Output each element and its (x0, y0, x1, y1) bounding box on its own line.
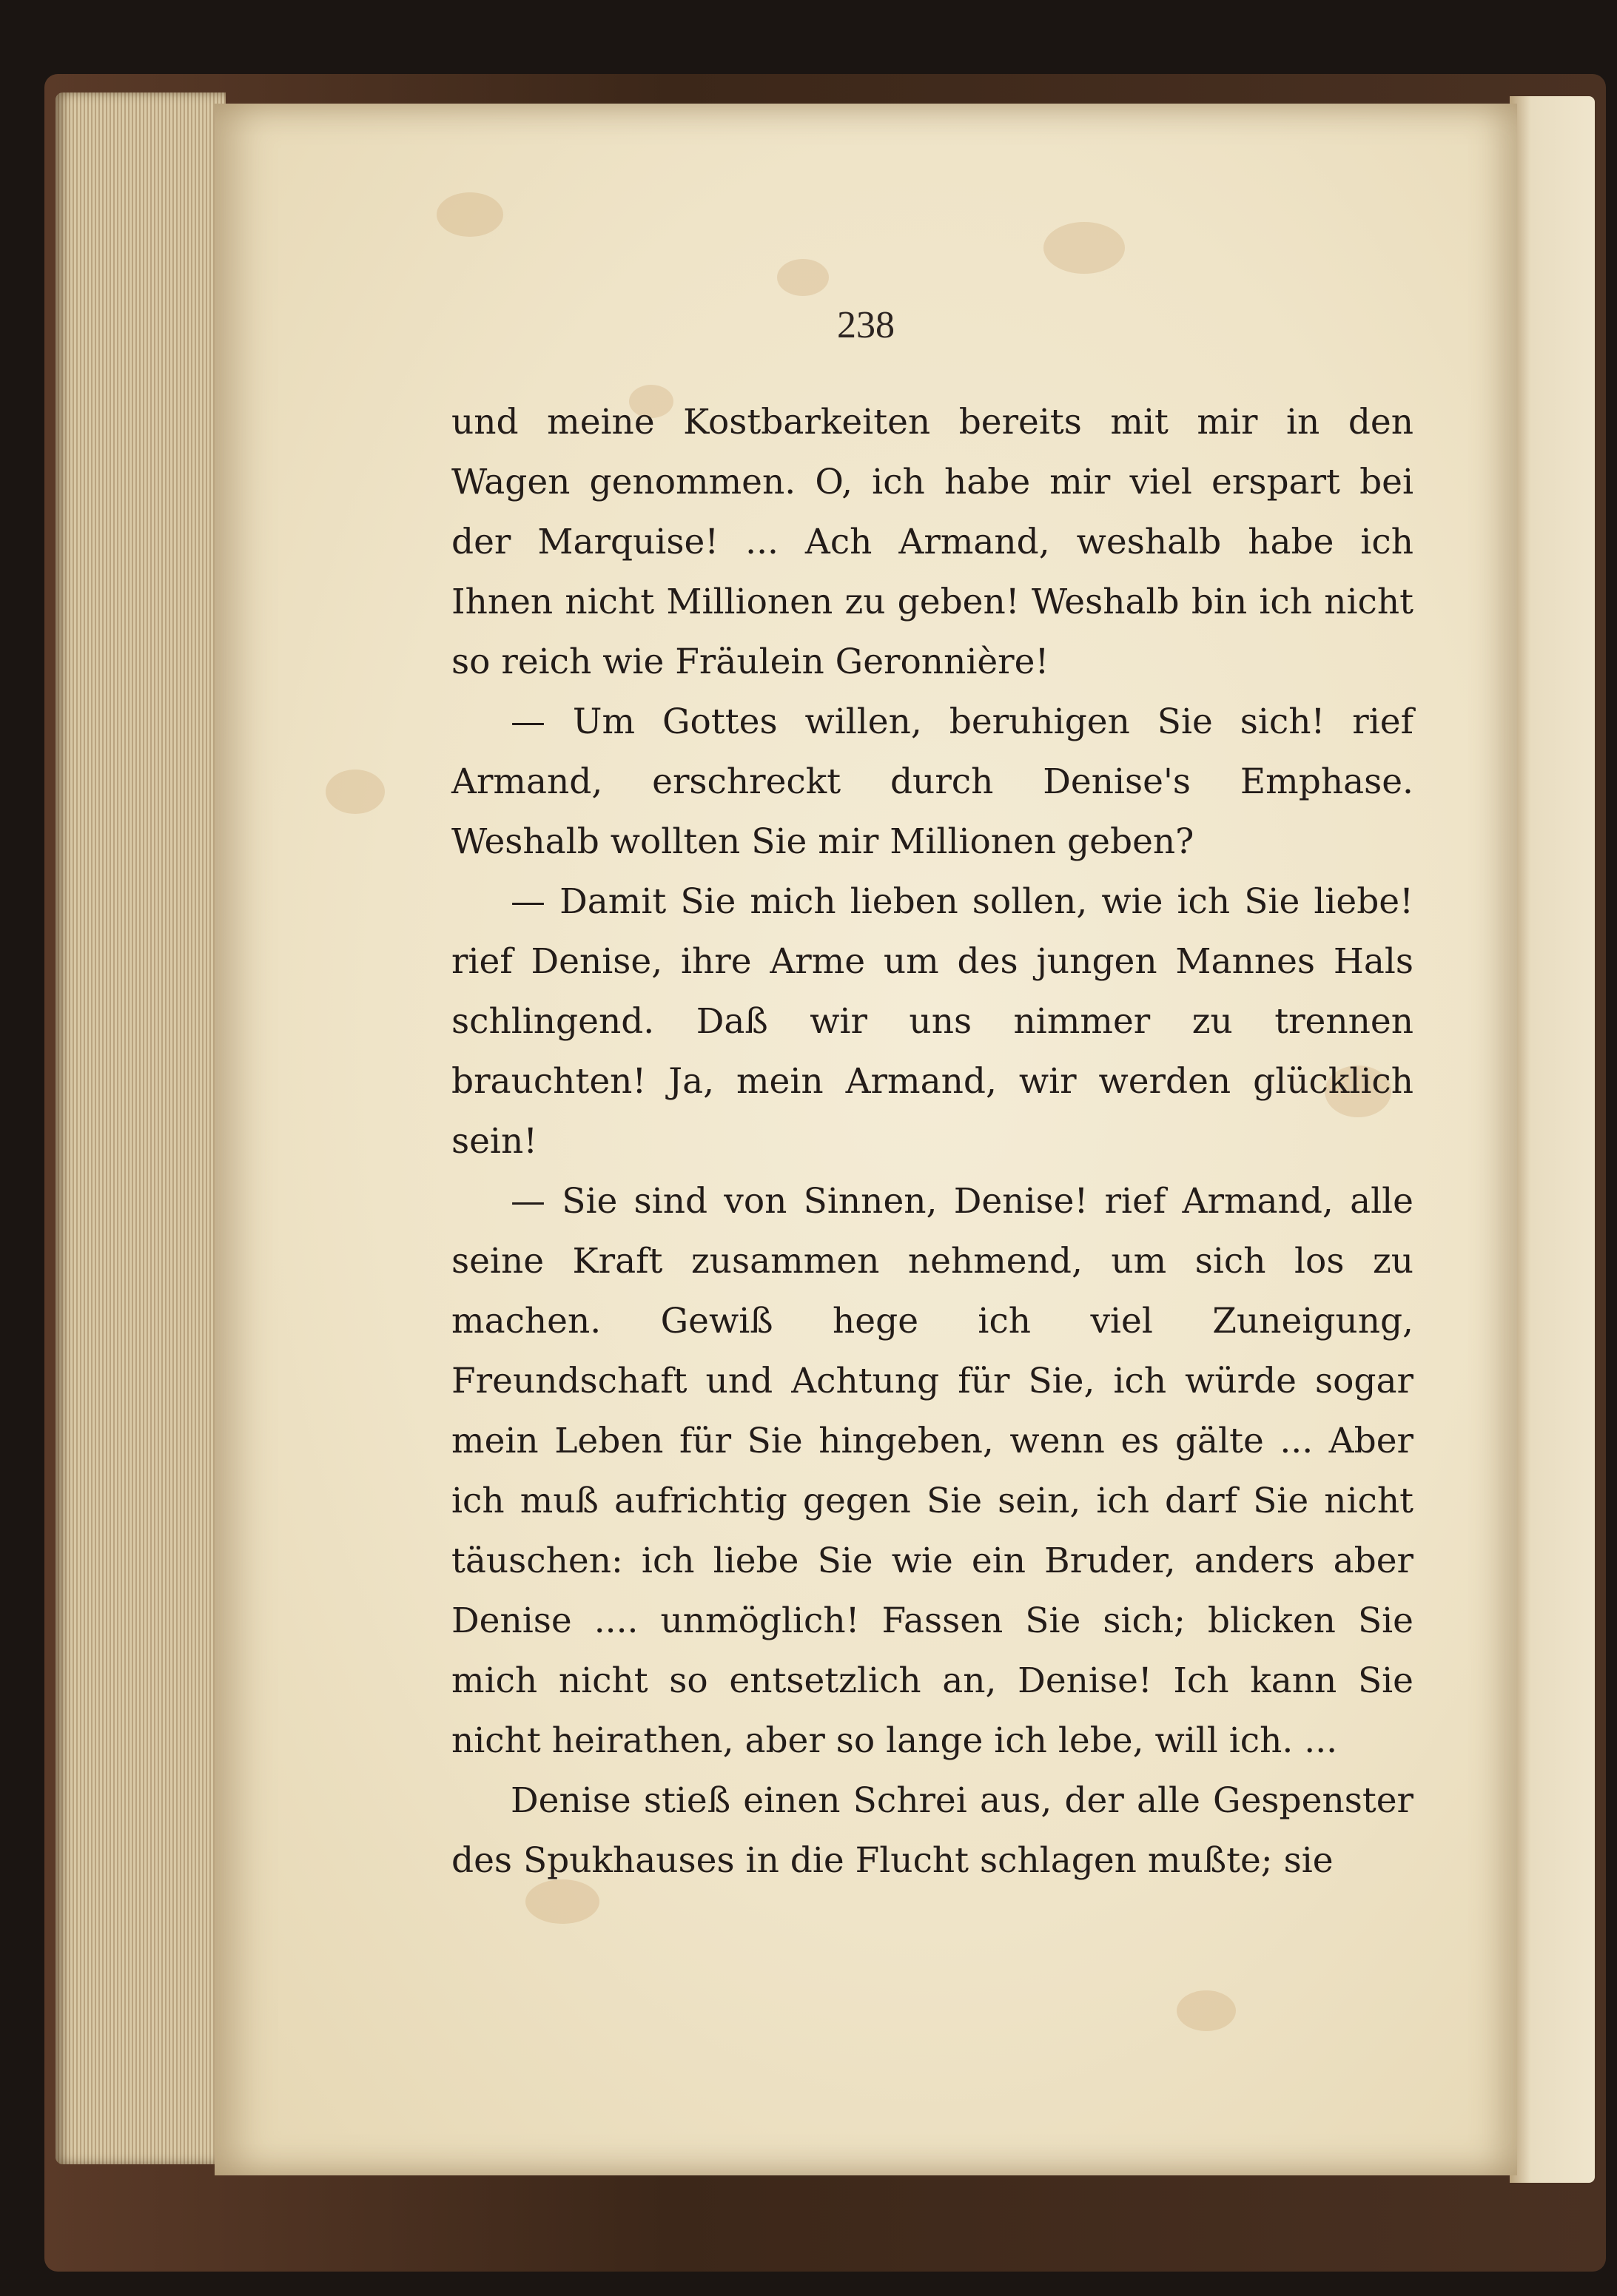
facing-page-edge (1510, 96, 1595, 2183)
book-page (215, 104, 1517, 2175)
foxing-stain (326, 770, 385, 814)
paragraph: Denise stieß einen Schrei aus, der alle Gespenster des Spukhauses in die Flucht schlagen mußte; sie (451, 1780, 1413, 1881)
paragraph: und meine Kostbarkeiten bereits mit mir in den Wagen genommen. O, ich habe mir viel erspart bei der Marquise! ... Ach Armand, weshalb habe ich Ihnen nicht Millionen zu geben! Weshalb bin ich nicht so reich wie Fräulein Geronnière! (451, 402, 1413, 682)
page-number: 238 (837, 304, 895, 346)
paragraph: — Um Gottes willen, beruhigen Sie sich! rief Armand, erschreckt durch Denise's Emphase. Weshalb wollten Sie mir Millionen geben? (451, 701, 1413, 862)
paragraph: — Damit Sie mich lieben sollen, wie ich Sie liebe! rief Denise, ihre Arme um des jungen Mannes Hals schlingend. Daß wir uns nimmer zu trennen brauchten! Ja, mein Armand, wir werden glücklich sein! (451, 881, 1413, 1162)
page-text (451, 392, 1413, 1891)
foxing-stain (1177, 1990, 1236, 2031)
paragraph: — Sie sind von Sinnen, Denise! rief Armand, alle seine Kraft zusammen nehmend, um sich los zu machen. Gewiß hege ich viel Zuneigung, Freundschaft und Achtung für Sie, ich würde sogar mein Leben für Sie hingeben, wenn es gälte ... Aber ich muß aufrichtig gegen Sie sein, ich darf Sie nicht täuschen: ich liebe Sie wie ein Bruder, anders aber Denise .... unmöglich! Fassen Sie sich; blicken Sie mich nicht so entsetzlich an, Denise! Ich kann Sie nicht heirathen, aber so lange ich lebe, will ich. ... (451, 1181, 1413, 1761)
foxing-stain (437, 192, 503, 237)
page-edges (56, 92, 226, 2164)
foxing-stain (1043, 222, 1125, 274)
foxing-stain (777, 259, 829, 296)
